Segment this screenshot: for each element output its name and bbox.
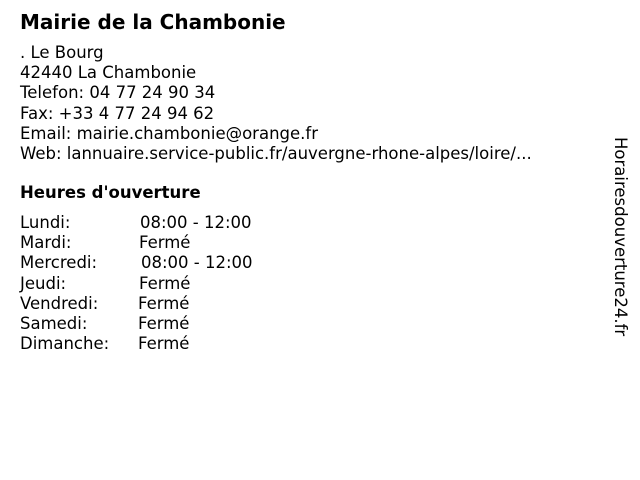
opening-hours-heading: Heures d'ouverture [20, 183, 201, 202]
email-address: Email: mairie.chambonie@orange.fr [20, 123, 318, 143]
hours-value: Fermé [138, 293, 190, 313]
day-label: Lundi: [20, 213, 71, 232]
day-label: Mardi: [20, 233, 72, 253]
street-address: . Le Bourg [20, 43, 104, 62]
page-title: Mairie de la Chambonie [20, 10, 286, 34]
day-label: Vendredi: [20, 293, 99, 313]
day-label: Jeudi: [20, 273, 67, 293]
hours-value: Fermé [138, 334, 190, 354]
website-link: Web: lannuaire.service-public.fr/auvergne-rhone-alpes/loire/... [20, 144, 532, 164]
contact-block [20, 43, 532, 164]
city-address: 42440 La Chambonie [20, 63, 197, 83]
day-label: Mercredi: [20, 253, 98, 273]
hours-value: 08:00 - 12:00 [141, 253, 253, 273]
phone-number: Telefon: 04 77 24 90 34 [20, 83, 216, 103]
site-watermark: Horairesdouverture24.fr [611, 137, 630, 337]
hours-value: 08:00 - 12:00 [140, 213, 252, 232]
day-label: Samedi: [20, 313, 88, 333]
hours-value: Fermé [138, 313, 190, 333]
fax-number: Fax: +33 4 77 24 94 62 [20, 103, 215, 123]
hours-value: Fermé [139, 273, 191, 293]
hours-value: Fermé [139, 233, 191, 253]
day-label: Dimanche: [20, 334, 110, 354]
